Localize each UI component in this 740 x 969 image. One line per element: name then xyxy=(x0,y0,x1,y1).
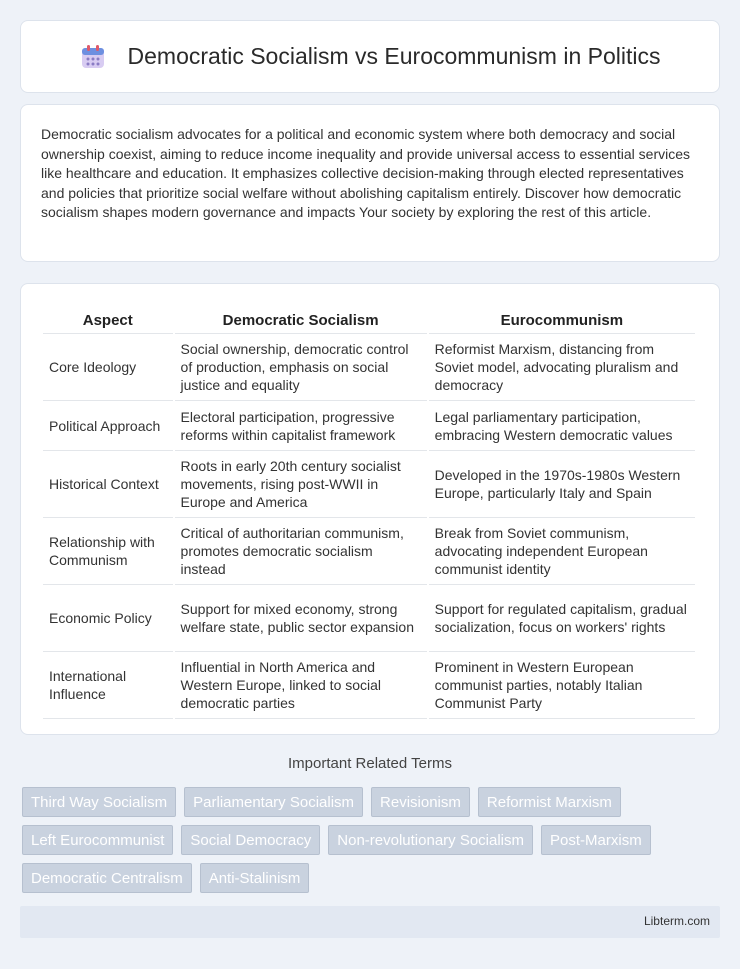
related-term-tag[interactable]: Democratic Centralism xyxy=(22,863,192,893)
table-cell: International Influence xyxy=(43,652,173,719)
table-cell: Reformist Marxism, distancing from Soviet model, advocating pluralism and democracy xyxy=(429,334,695,401)
table-row xyxy=(43,401,695,451)
table-cell: Support for mixed economy, strong welfare state, public sector expansion xyxy=(175,585,427,652)
table-header-row xyxy=(43,304,695,334)
intro-card xyxy=(20,104,720,262)
table-row xyxy=(43,451,695,518)
related-term-tag[interactable]: Social Democracy xyxy=(181,825,320,855)
page-title: Democratic Socialism vs Eurocommunism in Politics xyxy=(127,43,661,69)
table-cell: Critical of authoritarian communism, promotes democratic socialism instead xyxy=(175,518,427,585)
table-cell: Historical Context xyxy=(43,451,173,518)
related-term-tag[interactable]: Parliamentary Socialism xyxy=(184,787,363,817)
table-row xyxy=(43,334,695,401)
table-cell: Support for regulated capitalism, gradual socialization, focus on workers' rights xyxy=(429,585,695,652)
table-cell: Prominent in Western European communist parties, notably Italian Communist Party xyxy=(429,652,695,719)
related-term-tag[interactable]: Reformist Marxism xyxy=(478,787,621,817)
table-header: Democratic Socialism xyxy=(175,304,427,334)
footer-site-link[interactable]: Libterm.com xyxy=(643,914,710,928)
related-term-tag[interactable]: Post-Marxism xyxy=(541,825,651,855)
related-term-tag[interactable]: Revisionism xyxy=(371,787,470,817)
footer xyxy=(20,906,720,938)
related-term-tag[interactable]: Anti-Stalinism xyxy=(200,863,310,893)
intro-text: Democratic socialism advocates for a political and economic system where both democracy and social ownership coexist, aiming to reduce income inequality and provide universal access to essential services like healthcare and education. It emphasizes collective decision-making through elected representatives and policies that prioritize social welfare without abolishing capitalism entirely. Discover how democratic socialism shapes modern governance and impacts Your society by exploring the rest of this article. xyxy=(41,126,690,221)
table-cell: Electoral participation, progressive reforms within capitalist framework xyxy=(175,401,427,451)
table-cell: Influential in North America and Western Europe, linked to social democratic parties xyxy=(175,652,427,719)
table-header: Eurocommunism xyxy=(429,304,695,334)
comparison-card xyxy=(20,283,720,735)
table-header: Aspect xyxy=(43,304,173,334)
related-term-tag[interactable]: Non-revolutionary Socialism xyxy=(328,825,533,855)
table-cell: Economic Policy xyxy=(43,585,173,652)
table-cell: Developed in the 1970s-1980s Western Europe, particularly Italy and Spain xyxy=(429,451,695,518)
table-row xyxy=(43,585,695,652)
table-row xyxy=(43,518,695,585)
table-cell: Roots in early 20th century socialist movements, rising post-WWII in Europe and America xyxy=(175,451,427,518)
table-cell: Legal parliamentary participation, embracing Western democratic values xyxy=(429,401,695,451)
related-terms-list xyxy=(22,787,722,893)
table-cell: Break from Soviet communism, advocating independent European communist identity xyxy=(429,518,695,585)
calendar-icon xyxy=(80,44,106,70)
comparison-table xyxy=(41,304,697,719)
related-term-tag[interactable]: Third Way Socialism xyxy=(22,787,176,817)
table-cell: Relationship with Communism xyxy=(43,518,173,585)
table-cell: Political Approach xyxy=(43,401,173,451)
table-cell: Social ownership, democratic control of production, emphasis on social justice and equality xyxy=(175,334,427,401)
related-terms-title: Important Related Terms xyxy=(288,755,452,772)
table-cell: Core Ideology xyxy=(43,334,173,401)
related-term-tag[interactable]: Left Eurocommunist xyxy=(22,825,173,855)
header-card xyxy=(20,20,720,93)
table-row xyxy=(43,652,695,719)
